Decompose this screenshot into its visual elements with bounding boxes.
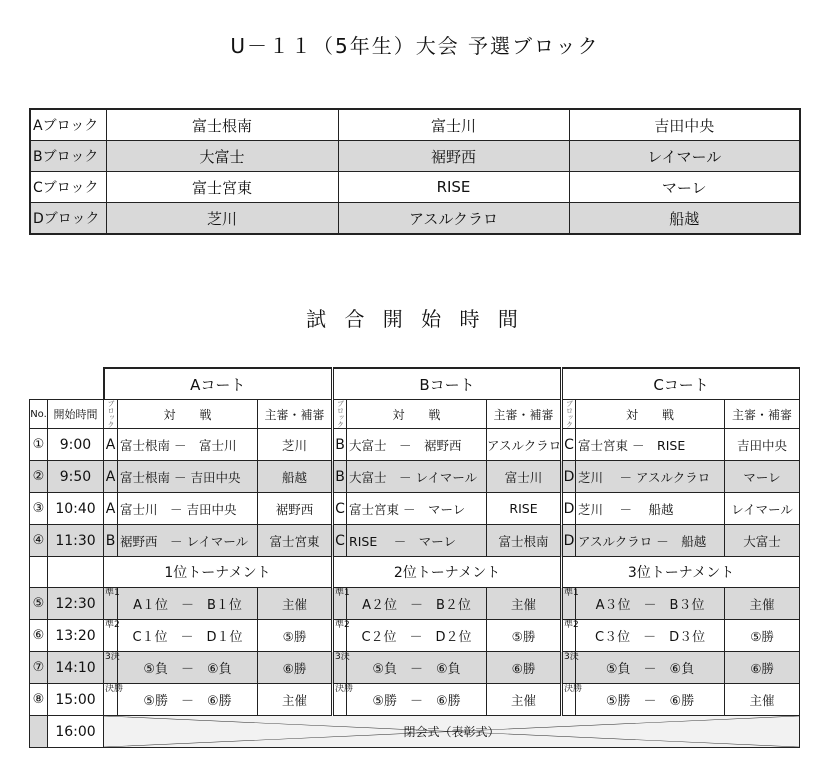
match-pairing: ⑤勝 － ⑥勝 [576,684,725,716]
ref-header: 主審・補審 [725,400,800,429]
team-name: 富士宮東 [106,172,338,203]
match-row [30,652,800,684]
block-code: A [104,461,118,493]
match-pairing: C３位 － D３位 [576,620,725,652]
match-pairing: C２位 － D２位 [347,620,487,652]
block-code: 準2 [562,620,576,652]
match-pairing: 富士宮東 － マーレ [347,493,487,525]
match-pairing: 富士宮東 － RISE [576,429,725,461]
block-row [30,172,800,203]
referee: 芝川 [258,429,333,461]
referee: RISE [487,493,562,525]
match-pairing: RISE － マーレ [347,525,487,557]
referee: 主催 [725,684,800,716]
match-number: ② [30,461,48,493]
referee: ⑤勝 [487,620,562,652]
start-time: 14:10 [48,652,104,684]
match-row [30,525,800,557]
court-header: Aコート [104,368,333,400]
referee: 富士宮東 [258,525,333,557]
referee: 裾野西 [258,493,333,525]
court-header: Cコート [562,368,800,400]
match-pairing: ⑤負 － ⑥負 [347,652,487,684]
column-header-row [30,400,800,429]
page-title: U－１１（5年生）大会 予選ブロック [230,34,600,58]
referee: レイマール [725,493,800,525]
tournament-header: 1位トーナメント [104,557,333,588]
tournament-header-row [30,557,800,588]
block-code: C [333,493,347,525]
block-code: 決勝 [333,684,347,716]
start-time: 9:50 [48,461,104,493]
block-code: 決勝 [562,684,576,716]
block-header: ブロック [562,400,576,429]
match-row [30,684,800,716]
block-code: 決勝 [104,684,118,716]
block-code: D [562,493,576,525]
block-code: 準2 [104,620,118,652]
match-number: ⑥ [30,620,48,652]
match-pairing: ⑤勝 － ⑥勝 [347,684,487,716]
match-row [30,429,800,461]
referee: ⑥勝 [725,652,800,684]
match-pairing: ⑤負 － ⑥負 [576,652,725,684]
tournament-header: 3位トーナメント [562,557,800,588]
block-header: ブロック [333,400,347,429]
block-code: 3決 [333,652,347,684]
team-name: アスルクラロ [338,203,569,235]
block-row [30,109,800,141]
match-row [30,493,800,525]
match-pairing: 裾野西 － レイマール [118,525,258,557]
start-time: 13:20 [48,620,104,652]
match-pairing: 富士根南 － 吉田中央 [118,461,258,493]
referee: 富士川 [487,461,562,493]
referee: 富士根南 [487,525,562,557]
match-row [30,620,800,652]
match-header: 対 戦 [576,400,725,429]
match-pairing: C１位 － D１位 [118,620,258,652]
block-label: Dブロック [30,203,106,235]
start-time: 15:00 [48,684,104,716]
schedule-table [29,367,800,748]
match-pairing: 富士川 － 吉田中央 [118,493,258,525]
court-header: Bコート [333,368,562,400]
schedule-title: 試 合 開 始 時 間 [306,307,524,331]
match-pairing: ⑤勝 － ⑥勝 [118,684,258,716]
block-code: B [333,461,347,493]
block-code: 3決 [104,652,118,684]
ref-header: 主審・補審 [258,400,333,429]
referee: 船越 [258,461,333,493]
referee: 主催 [487,684,562,716]
block-code: B [104,525,118,557]
referee: 主催 [725,588,800,620]
referee: 主催 [258,684,333,716]
referee: ⑥勝 [258,652,333,684]
start-time: 10:40 [48,493,104,525]
match-pairing: 芝川 － 船越 [576,493,725,525]
block-header: ブロック [104,400,118,429]
no-header: No. [30,400,48,429]
team-name: 船越 [569,203,800,235]
match-pairing: アスルクラロ － 船越 [576,525,725,557]
empty-time-cell [48,557,104,588]
match-number: ③ [30,493,48,525]
block-row [30,141,800,172]
match-number: ⑧ [30,684,48,716]
match-header: 対 戦 [118,400,258,429]
referee: アスルクラロ [487,429,562,461]
block-code: 準1 [562,588,576,620]
referee: ⑤勝 [725,620,800,652]
team-name: 吉田中央 [569,109,800,141]
referee: マーレ [725,461,800,493]
referee: 主催 [258,588,333,620]
match-row [30,588,800,620]
block-code: C [333,525,347,557]
match-pairing: A１位 － B１位 [118,588,258,620]
team-name: 富士根南 [106,109,338,141]
match-number: ⑦ [30,652,48,684]
block-label: Bブロック [30,141,106,172]
team-name: 富士川 [338,109,569,141]
closing-ceremony [104,716,800,748]
block-row [30,203,800,235]
team-name: RISE [338,172,569,203]
block-table [29,108,801,235]
match-pairing: 大富士 － レイマール [347,461,487,493]
closing-row [30,716,800,748]
match-number: ⑤ [30,588,48,620]
block-code: B [333,429,347,461]
empty-no-cell [30,716,48,748]
block-label: Aブロック [30,109,106,141]
court-header-row [30,368,800,400]
match-pairing: ⑤負 － ⑥負 [118,652,258,684]
closing-label: 閉会式（表彰式） [403,725,500,739]
start-time: 9:00 [48,429,104,461]
start-time: 11:30 [48,525,104,557]
team-name: 裾野西 [338,141,569,172]
match-number: ① [30,429,48,461]
team-name: マーレ [569,172,800,203]
referee: ⑤勝 [258,620,333,652]
team-name: レイマール [569,141,800,172]
ref-header: 主審・補審 [487,400,562,429]
team-name: 大富士 [106,141,338,172]
closing-time: 16:00 [48,716,104,748]
team-name: 芝川 [106,203,338,235]
referee: ⑥勝 [487,652,562,684]
referee: 吉田中央 [725,429,800,461]
match-row [30,461,800,493]
block-code: 3決 [562,652,576,684]
match-pairing: 大富士 － 裾野西 [347,429,487,461]
start-time: 12:30 [48,588,104,620]
empty-no-cell [30,557,48,588]
block-code: C [562,429,576,461]
block-code: 準1 [104,588,118,620]
match-pairing: A３位 － B３位 [576,588,725,620]
referee: 大富士 [725,525,800,557]
block-code: 準1 [333,588,347,620]
match-number: ④ [30,525,48,557]
match-header: 対 戦 [347,400,487,429]
block-code: A [104,429,118,461]
block-label: Cブロック [30,172,106,203]
match-pairing: 芝川 － アスルクラロ [576,461,725,493]
match-pairing: 富士根南 － 富士川 [118,429,258,461]
tournament-header: 2位トーナメント [333,557,562,588]
referee: 主催 [487,588,562,620]
corner-cell [30,368,104,400]
block-code: D [562,461,576,493]
match-pairing: A２位 － B２位 [347,588,487,620]
block-code: 準2 [333,620,347,652]
block-code: D [562,525,576,557]
block-code: A [104,493,118,525]
time-header: 開始時間 [48,400,104,429]
